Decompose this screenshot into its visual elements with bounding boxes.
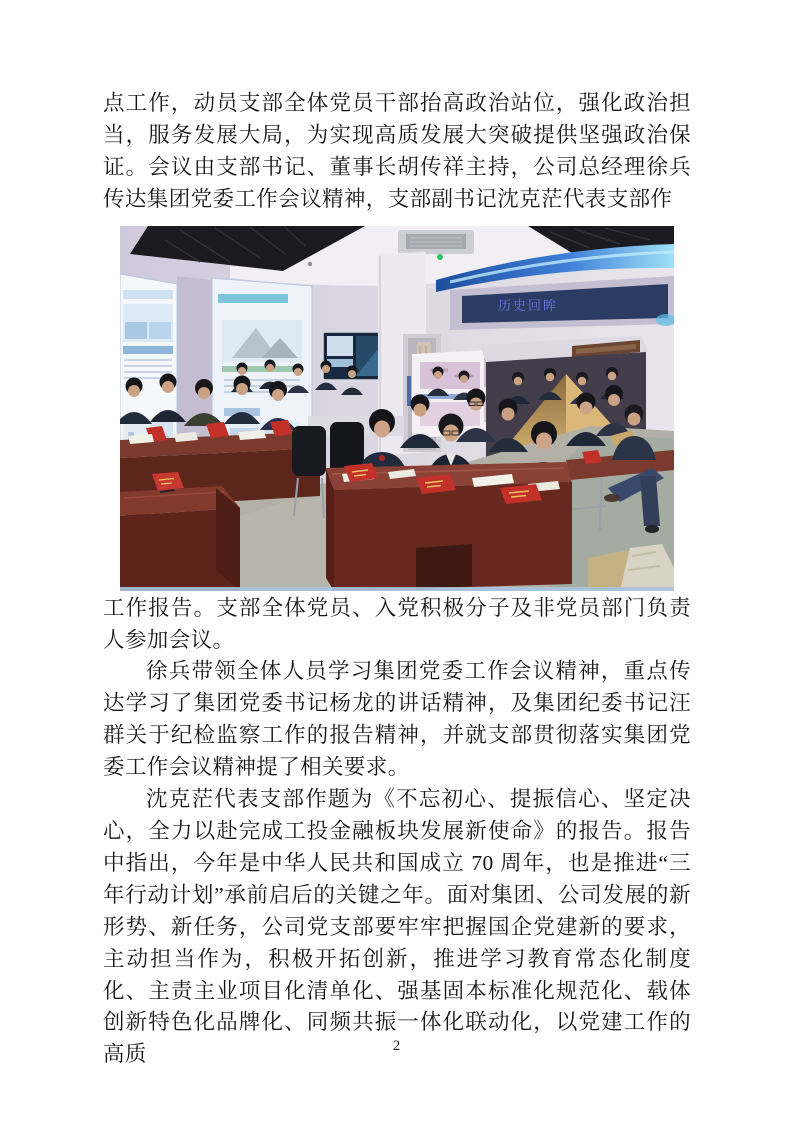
paragraph-3: 沈克茫代表支部作题为《不忘初心、提振信心、坚定决心，全力以赴完成工投金融板块发展新使命》的报告。报告中指出，今年是中华人民共和国成立 70 周年，也是推进“三年行动计划”承前启后的关键之年。面对集团、公司发展的新形势、新任务，公司党支部要牢牢把握国企党建新的要求，主动担当作为，积极开拓创新，推进学习教育常态化制度化、主责主业项目化清单化、强基固本标准化规范化、载体创新特色化品牌化、同频共振一体化联动化，以党建工作的高质 (103, 787, 691, 1067)
paragraph-2: 徐兵带领全体人员学习集团党委工作会议精神，重点传达学习了集团党委书记杨龙的讲话精神，及集团纪委书记汪群关于纪检监察工作的报告精神，并就支部贯彻落实集团党委工作会议精神提了相关要求。 (103, 659, 691, 780)
paragraph-1-after-photo: 工作报告。支部全体党员、入党积极分子及非党员部门负责人参加会议。 (103, 595, 691, 652)
ceiling-camera (308, 261, 312, 265)
exit-light (437, 254, 443, 260)
photo-bottom-strip (120, 587, 674, 591)
sign-text: 历史回眸 (497, 298, 559, 314)
paragraph-1-before-photo: 点工作，动员支部全体党员干部抬高政治站位，强化政治担当，服务发展大局，为实现高质发展大突破提供坚强政治保证。会议由支部书记、董事长胡传祥主持，公司总经理徐兵传达集团党委工作会议精神，支部副书记沈克茫代表支部作 (103, 91, 691, 211)
meeting-photo (120, 226, 674, 591)
article-body (103, 88, 691, 1071)
front-desk (326, 462, 572, 591)
meeting-photo-illustration (120, 226, 674, 591)
page-number: 2 (392, 1038, 401, 1054)
